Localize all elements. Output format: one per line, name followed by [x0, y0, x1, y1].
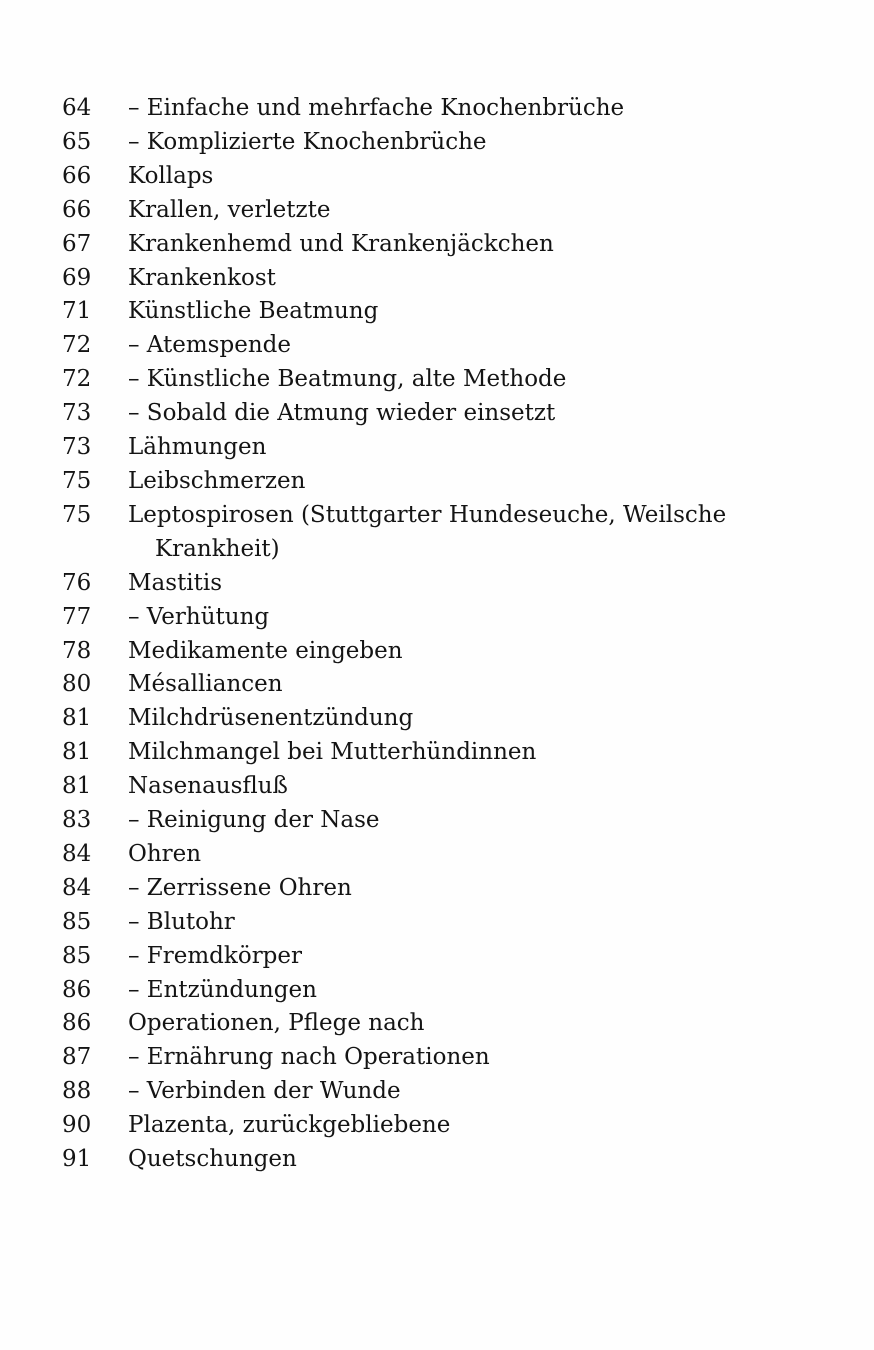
- entry-text: – Komplizierte Knochenbrüche: [128, 128, 487, 155]
- page-number: 81: [62, 705, 92, 732]
- entry-text: Nasenausfluß: [128, 773, 288, 800]
- entry-text: Krankenkost: [128, 264, 276, 291]
- entry-text: Operationen, Pflege nach: [128, 1010, 425, 1037]
- entry-text: – Entzündungen: [128, 976, 317, 1003]
- entry-text: – Künstliche Beatmung, alte Methode: [128, 366, 567, 393]
- page-number: 69: [62, 264, 92, 291]
- index-entry: [62, 329, 842, 363]
- page-number: 86: [62, 1010, 92, 1037]
- entry-text: Leibschmerzen: [128, 467, 306, 494]
- entry-text: Mésalliancen: [128, 671, 283, 698]
- page-number: 80: [62, 671, 92, 698]
- page-number: 75: [62, 467, 92, 494]
- entry-text: Ohren: [128, 840, 202, 867]
- page-number: 84: [62, 840, 92, 867]
- entry-text: – Blutohr: [128, 908, 235, 935]
- entry-text: – Verbinden der Wunde: [128, 1078, 401, 1105]
- page-number: 91: [62, 1146, 92, 1173]
- index-entry: [62, 804, 842, 838]
- entry-text: Krankenhemd und Krankenjäckchen: [128, 230, 554, 257]
- entry-text: – Sobald die Atmung wieder einsetzt: [128, 400, 556, 427]
- index-entry: [62, 635, 842, 669]
- index-list: [62, 92, 842, 1177]
- entry-text: – Verhütung: [128, 603, 270, 630]
- index-entry: [62, 92, 842, 126]
- entry-text: Künstliche Beatmung: [128, 298, 379, 325]
- index-entry: [62, 1075, 842, 1109]
- index-entry: [62, 1109, 842, 1143]
- page-number: 84: [62, 874, 92, 901]
- index-entry: [62, 465, 842, 499]
- entry-text: Mastitis: [128, 569, 223, 596]
- page-number: 78: [62, 637, 92, 664]
- index-entry: [62, 1041, 842, 1075]
- page-number: 90: [62, 1112, 92, 1139]
- index-entry: [62, 1007, 842, 1041]
- entry-text: Milchmangel bei Mutterhündinnen: [128, 739, 537, 766]
- index-entry: [62, 160, 842, 194]
- page-number: 67: [62, 230, 92, 257]
- page-number: 81: [62, 739, 92, 766]
- page-number: 65: [62, 128, 92, 155]
- index-entry: [62, 567, 842, 601]
- index-entry: [62, 1143, 842, 1177]
- page-number: 73: [62, 434, 92, 461]
- index-entry: [62, 295, 842, 329]
- entry-text: Krallen, verletzte: [128, 196, 331, 223]
- index-entry: [62, 601, 842, 635]
- index-entry: [62, 974, 842, 1008]
- index-entry: [62, 363, 842, 397]
- entry-text: – Atemspende: [128, 332, 291, 359]
- entry-text: Milchdrüsenentzündung: [128, 705, 414, 732]
- entry-text: Kollaps: [128, 162, 214, 189]
- page-number: 64: [62, 95, 92, 121]
- page-number: 76: [62, 569, 92, 596]
- index-entry: [62, 194, 842, 228]
- index-entry: [62, 228, 842, 262]
- page-number: 72: [62, 366, 92, 393]
- page-number: 71: [62, 298, 92, 325]
- index-entry: [62, 499, 842, 567]
- index-entry: [62, 736, 842, 770]
- index-entry: [62, 838, 842, 872]
- page-number: 88: [62, 1078, 92, 1105]
- page-number: 85: [62, 942, 92, 969]
- page-number: 75: [62, 501, 92, 528]
- entry-text: – Ernährung nach Operationen: [128, 1044, 490, 1071]
- page-number: 72: [62, 332, 92, 359]
- entry-text: – Einfache und mehrfache Knochenbrüche: [128, 95, 625, 121]
- entry-text: Medikamente eingeben: [128, 637, 403, 664]
- index-entry: [62, 431, 842, 465]
- index-entry: [62, 126, 842, 160]
- page-number: 83: [62, 807, 92, 834]
- page-number: 81: [62, 773, 92, 800]
- index-entry: [62, 262, 842, 296]
- index-entry: [62, 702, 842, 736]
- entry-text: – Fremdkörper: [128, 942, 303, 969]
- index-entry: [62, 397, 842, 431]
- page-number: 66: [62, 196, 92, 223]
- page-number: 66: [62, 162, 92, 189]
- index-entry: [62, 906, 842, 940]
- page-number: 85: [62, 908, 92, 935]
- page-number: 86: [62, 976, 92, 1003]
- entry-text: Plazenta, zurückgebliebene: [128, 1112, 451, 1139]
- entry-text: Lähmungen: [128, 434, 267, 461]
- page-number: 87: [62, 1044, 92, 1071]
- entry-text: Quetschungen: [128, 1146, 297, 1173]
- page-number: 77: [62, 603, 92, 630]
- page-number: 73: [62, 400, 92, 427]
- index-entry: [62, 770, 842, 804]
- index-entry: [62, 872, 842, 906]
- index-entry: [62, 668, 842, 702]
- entry-text: – Zerrissene Ohren: [128, 874, 352, 901]
- entry-text: – Reinigung der Nase: [128, 807, 380, 834]
- index-entry: [62, 940, 842, 974]
- entry-text: Leptospirosen (Stuttgarter Hundeseuche, Weilsche Krankheit): [128, 501, 727, 562]
